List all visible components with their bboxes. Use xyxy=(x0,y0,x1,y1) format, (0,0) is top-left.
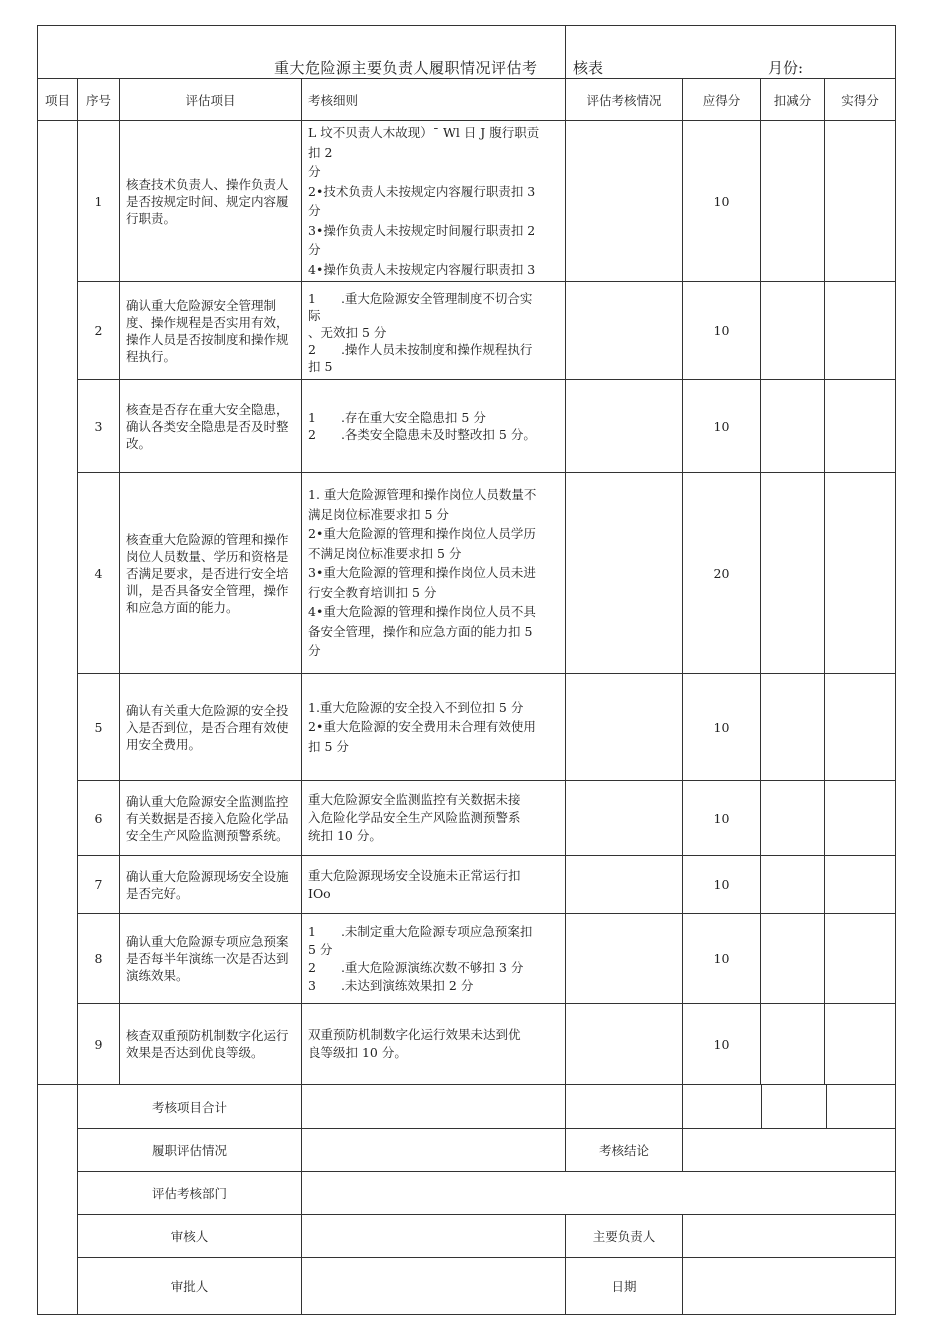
header-detail: 考核细则 xyxy=(302,79,566,121)
row-item: 确认重大危险源安全监测监控有关数据是否接入危险化学品安全生产风险监测预警系统。 xyxy=(120,781,302,856)
footer-reviewer-label: 审核人 xyxy=(78,1215,302,1258)
row-actual[interactable] xyxy=(825,914,896,1004)
table-row xyxy=(38,380,896,473)
category-cell xyxy=(38,121,78,1085)
row-status[interactable] xyxy=(566,674,683,781)
footer-reviewer-value[interactable] xyxy=(302,1215,566,1258)
footer-approver-row xyxy=(38,1258,896,1315)
detail-line: 4•操作负责人未按规定内容履行职责扣 3 xyxy=(308,261,536,277)
detail-line: 1 .重大危险源安全管理制度不切合实 xyxy=(308,291,533,306)
assessment-table xyxy=(37,25,896,1085)
footer-performance-value[interactable] xyxy=(302,1129,566,1172)
month-label: 月份: xyxy=(768,59,804,77)
detail-line: 1.重大危险源的安全投入不到位扣 5 分 xyxy=(308,699,524,715)
row-score: 10 xyxy=(683,282,761,380)
row-score: 20 xyxy=(683,473,761,674)
detail-line: 扣 5 xyxy=(308,359,333,374)
row-score: 10 xyxy=(683,121,761,282)
detail-line: 2•重大危险源的管理和操作岗位人员学历 xyxy=(308,526,536,542)
row-detail xyxy=(302,121,566,282)
detail-line: 重大危险源安全监测监控有关数据未接 xyxy=(308,792,521,807)
footer-total-actual[interactable] xyxy=(827,1085,895,1128)
footer-total-label: 考核项目合计 xyxy=(78,1085,302,1129)
row-deduct[interactable] xyxy=(761,856,825,914)
header-score: 应得分 xyxy=(683,79,761,121)
table-row xyxy=(38,914,896,1004)
table-row xyxy=(38,473,896,674)
header-seq: 序号 xyxy=(78,79,120,121)
row-item: 确认重大危险源现场安全设施是否完好。 xyxy=(120,856,302,914)
row-detail xyxy=(302,674,566,781)
footer-principal-label: 主要负责人 xyxy=(566,1215,683,1258)
detail-line: 1. 重大危险源管理和操作岗位人员数量不 xyxy=(308,487,537,503)
row-score: 10 xyxy=(683,914,761,1004)
row-score: 10 xyxy=(683,674,761,781)
footer-performance-row xyxy=(38,1129,896,1172)
table-row xyxy=(38,121,896,282)
detail-line: 分 xyxy=(308,242,321,257)
row-status[interactable] xyxy=(566,282,683,380)
detail-line: 2 .重大危险源演练次数不够扣 3 分 xyxy=(308,959,524,975)
row-seq: 5 xyxy=(78,674,120,781)
row-item: 核查技术负责人、操作负责人是否按规定时间、规定内容履行职责。 xyxy=(120,121,302,282)
row-status[interactable] xyxy=(566,121,683,282)
row-actual[interactable] xyxy=(825,781,896,856)
row-item: 核查是否存在重大安全隐患，确认各类安全隐患是否及时整改。 xyxy=(120,380,302,473)
title-right-cell xyxy=(566,26,896,79)
detail-line: 际 xyxy=(308,308,321,323)
row-actual[interactable] xyxy=(825,473,896,674)
detail-line: 统扣 10 分。 xyxy=(308,828,382,843)
row-status[interactable] xyxy=(566,914,683,1004)
detail-line: 3•重大危险源的管理和操作岗位人员未进 xyxy=(308,565,536,581)
header-deduct: 扣减分 xyxy=(761,79,825,121)
row-score: 10 xyxy=(683,781,761,856)
row-detail xyxy=(302,856,566,914)
row-status[interactable] xyxy=(566,1004,683,1085)
footer-dept-row xyxy=(38,1172,896,1215)
row-deduct[interactable] xyxy=(761,1004,825,1085)
page-title-suffix: 核表 xyxy=(573,59,604,77)
detail-line: 不满足岗位标准要求扣 5 分 xyxy=(308,545,462,561)
row-seq: 3 xyxy=(78,380,120,473)
detail-line: 2 .各类安全隐患未及时整改扣 5 分。 xyxy=(308,427,536,442)
detail-line: 2•重大危险源的安全费用未合理有效使用 xyxy=(308,719,536,735)
row-seq: 8 xyxy=(78,914,120,1004)
footer-conclusion-value[interactable] xyxy=(683,1129,896,1172)
footer-date-label: 日期 xyxy=(566,1258,683,1315)
row-item: 确认有关重大危险源的安全投入是否到位，是否合理有效使用安全费用。 xyxy=(120,674,302,781)
detail-line: 2•技术负责人未按规定内容履行职责扣 3 xyxy=(308,183,536,199)
footer-category-cell xyxy=(38,1085,78,1315)
detail-line: 1 .未制定重大危险源专项应急预案扣 xyxy=(308,923,533,939)
table-row xyxy=(38,856,896,914)
footer-dept-label: 评估考核部门 xyxy=(78,1172,302,1215)
row-actual[interactable] xyxy=(825,380,896,473)
detail-line: 1 .存在重大安全隐患扣 5 分 xyxy=(308,410,486,425)
detail-line: 重大危险源现场安全设施未正常运行扣 xyxy=(308,867,521,883)
row-detail xyxy=(302,473,566,674)
row-actual[interactable] xyxy=(825,1004,896,1085)
detail-line: 、无效扣 5 分 xyxy=(308,325,387,340)
title-cell xyxy=(38,26,566,79)
footer-dept-value[interactable] xyxy=(302,1172,896,1215)
row-deduct[interactable] xyxy=(761,914,825,1004)
table-row xyxy=(38,781,896,856)
header-category: 项目 xyxy=(38,79,78,121)
row-status[interactable] xyxy=(566,380,683,473)
footer-principal-value[interactable] xyxy=(683,1215,896,1258)
page-title: 重大危险源主要负责人履职情况评估考 xyxy=(274,59,538,77)
footer-approver-value[interactable] xyxy=(302,1258,566,1315)
row-status[interactable] xyxy=(566,781,683,856)
row-deduct[interactable] xyxy=(761,380,825,473)
footer-total-score[interactable] xyxy=(683,1085,762,1128)
detail-line: 满足岗位标准要求扣 5 分 xyxy=(308,506,449,522)
row-seq: 2 xyxy=(78,282,120,380)
row-score: 10 xyxy=(683,380,761,473)
row-deduct[interactable] xyxy=(761,674,825,781)
row-status[interactable] xyxy=(566,473,683,674)
row-detail xyxy=(302,380,566,473)
detail-line: 3•操作负责人未按规定时间履行职责扣 2 xyxy=(308,222,536,238)
row-deduct[interactable] xyxy=(761,282,825,380)
row-detail xyxy=(302,1004,566,1085)
row-status[interactable] xyxy=(566,856,683,914)
footer-performance-label: 履职评估情况 xyxy=(78,1129,302,1172)
row-deduct[interactable] xyxy=(761,781,825,856)
detail-line: 分 xyxy=(308,643,321,659)
row-item: 核查双重预防机制数字化运行效果是否达到优良等级。 xyxy=(120,1004,302,1085)
row-detail xyxy=(302,914,566,1004)
detail-line: 入危险化学品安全生产风险监测预警系 xyxy=(308,810,521,825)
row-deduct[interactable] xyxy=(761,473,825,674)
footer-total-scores xyxy=(683,1085,896,1129)
row-seq: 1 xyxy=(78,121,120,282)
detail-line: 行安全教育培训扣 5 分 xyxy=(308,584,437,600)
detail-line: 双重预防机制数字化运行效果未达到优 xyxy=(308,1027,521,1042)
detail-line: L 坟不贝责人木故现）ˉ Wl 日 J 腹行职贡 xyxy=(308,125,540,140)
detail-line: 分 xyxy=(308,203,321,218)
table-row xyxy=(38,1004,896,1085)
footer-total-row xyxy=(38,1085,896,1129)
header-actual: 实得分 xyxy=(825,79,896,121)
row-score: 10 xyxy=(683,856,761,914)
detail-line: 5 分 xyxy=(308,941,333,957)
detail-line: 分 xyxy=(308,164,321,179)
row-seq: 4 xyxy=(78,473,120,674)
detail-line: 备安全管理，操作和应急方面的能力扣 5 xyxy=(308,623,533,639)
detail-line: 良等级扣 10 分。 xyxy=(308,1045,407,1060)
row-actual[interactable] xyxy=(825,282,896,380)
footer-conclusion-label: 考核结论 xyxy=(566,1129,683,1172)
detail-line: 4•重大危险源的管理和操作岗位人员不具 xyxy=(308,604,536,620)
footer-approver-label: 审批人 xyxy=(78,1258,302,1315)
header-status: 评估考核情况 xyxy=(566,79,683,121)
detail-line: 扣 2 xyxy=(308,144,333,160)
row-seq: 6 xyxy=(78,781,120,856)
row-detail xyxy=(302,282,566,380)
row-item: 确认重大危险源专项应急预案是否每半年演练一次是否达到演练效果。 xyxy=(120,914,302,1004)
detail-line: 2 .操作人员未按制度和操作规程执行 xyxy=(308,342,533,357)
header-row xyxy=(38,79,896,121)
footer-total-deduct[interactable] xyxy=(762,1085,827,1128)
detail-line: IOo xyxy=(308,885,331,901)
footer-date-value[interactable] xyxy=(683,1258,896,1315)
row-seq: 7 xyxy=(78,856,120,914)
row-item: 核查重大危险源的管理和操作岗位人员数量、学历和资格是否满足要求，是否进行安全培训，是否具备安全管理，操作和应急方面的能力。 xyxy=(120,473,302,674)
footer-table xyxy=(37,1084,896,1315)
row-actual[interactable] xyxy=(825,856,896,914)
row-actual[interactable] xyxy=(825,121,896,282)
detail-line: 扣 5 分 xyxy=(308,738,349,754)
row-actual[interactable] xyxy=(825,674,896,781)
row-deduct[interactable] xyxy=(761,121,825,282)
row-score: 10 xyxy=(683,1004,761,1085)
table-row xyxy=(38,674,896,781)
row-detail xyxy=(302,781,566,856)
row-seq: 9 xyxy=(78,1004,120,1085)
footer-total-status[interactable] xyxy=(566,1085,683,1129)
detail-line: 3 .未达到演练效果扣 2 分 xyxy=(308,977,474,993)
footer-reviewer-row xyxy=(38,1215,896,1258)
header-item: 评估项目 xyxy=(120,79,302,121)
row-item: 确认重大危险源安全管理制度、操作规程是否实用有效，操作人员是否按制度和操作规程执行。 xyxy=(120,282,302,380)
footer-total-detail[interactable] xyxy=(302,1085,566,1129)
table-row xyxy=(38,282,896,380)
